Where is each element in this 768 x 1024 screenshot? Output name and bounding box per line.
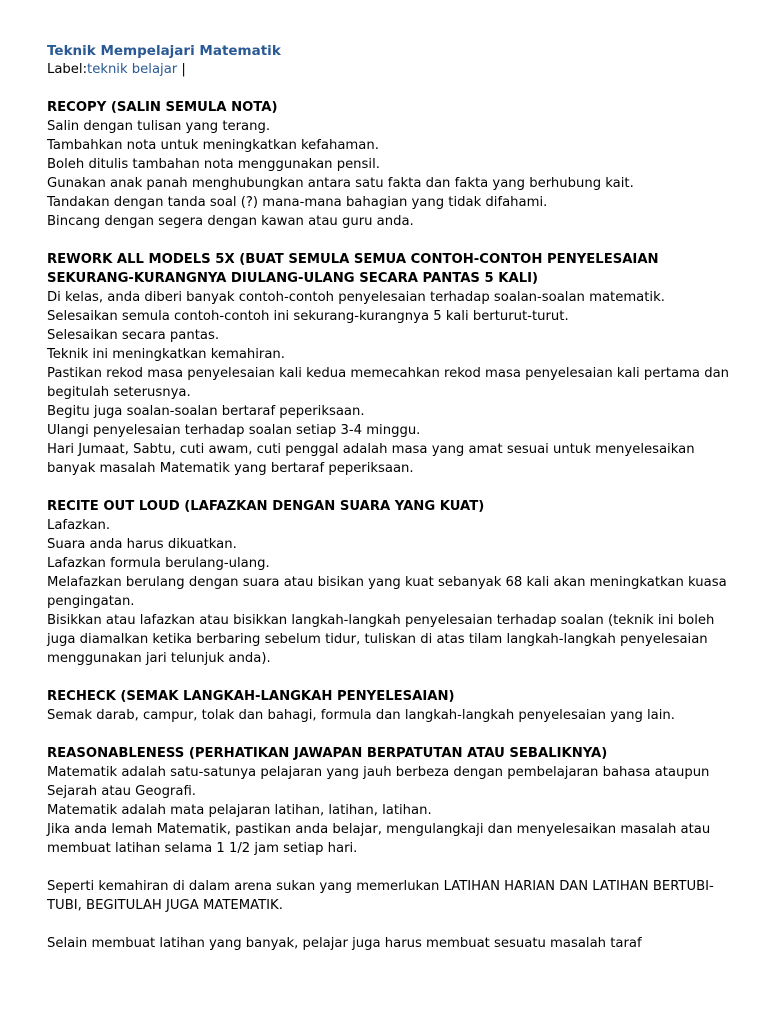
- paragraph: Seperti kemahiran di dalam arena sukan yang memerlukan LATIHAN HARIAN DAN LATIHAN BERTUBI-TUBI, BEGITULAH JUGA MATEMATIK.: [47, 879, 714, 913]
- section-line: Teknik ini meningkatkan kemahiran.: [47, 347, 285, 362]
- section: [47, 687, 737, 725]
- section-line: Tambahkan nota untuk meningkatkan kefahaman.: [47, 138, 379, 153]
- paragraphs-container: [47, 877, 737, 953]
- post-body: [47, 42, 737, 972]
- section-line: Begitu juga soalan-soalan bertaraf peperiksaan.: [47, 404, 365, 419]
- section-line: Hari Jumaat, Sabtu, cuti awam, cuti penggal adalah masa yang amat sesuai untuk menyelesaikan banyak masalah Matematik yang bertaraf peperiksaan.: [47, 442, 695, 476]
- section-line: Semak darab, campur, tolak dan bahagi, formula dan langkah-langkah penyelesaian yang lain.: [47, 708, 675, 723]
- section-line: Boleh ditulis tambahan nota menggunakan pensil.: [47, 157, 380, 172]
- section-line: Bisikkan atau lafazkan atau bisikkan langkah-langkah penyelesaian terhadap soalan (teknik ini boleh juga diamalkan ketika berbaring sebelum tidur, tuliskan di atas tilam langkah-langkah penyelesaian menggunakan jari telunjuk anda).: [47, 613, 715, 666]
- section-line: Jika anda lemah Matematik, pastikan anda belajar, mengulangkaji dan menyelesaikan masalah atau membuat latihan selama 1 1/2 jam setiap hari.: [47, 822, 711, 856]
- post-title[interactable]: Teknik Mempelajari Matematik: [47, 43, 281, 59]
- section-line: Melafazkan berulang dengan suara atau bisikan yang kuat sebanyak 68 kali akan meningkatkan kuasa pengingatan.: [47, 575, 727, 609]
- paragraph: Selain membuat latihan yang banyak, pelajar juga harus membuat sesuatu masalah taraf: [47, 936, 642, 951]
- sections-container: [47, 98, 737, 858]
- section-line: Pastikan rekod masa penyelesaian kali kedua memecahkan rekod masa penyelesaian kali pertama dan begitulah seterusnya.: [47, 366, 730, 400]
- section-line: Bincang dengan segera dengan kawan atau guru anda.: [47, 214, 414, 229]
- section-line: Salin dengan tulisan yang terang.: [47, 119, 271, 134]
- section-heading: REWORK ALL MODELS 5X (BUAT SEMULA SEMUA CONTOH-CONTOH PENYELESAIAN SEKURANG-KURANGNYA DIULANG-ULANG SECARA PANTAS 5 KALI): [47, 252, 659, 286]
- section: [47, 250, 737, 478]
- section-line: Tandakan dengan tanda soal (?) mana-mana bahagian yang tidak difahami.: [47, 195, 548, 210]
- section-line: Selesaikan semula contoh-contoh ini sekurang-kurangnya 5 kali berturut-turut.: [47, 309, 569, 324]
- section: [47, 98, 737, 231]
- label-link-teknik-belajar[interactable]: teknik belajar: [87, 62, 178, 77]
- section-line: Selesaikan secara pantas.: [47, 328, 220, 343]
- section-line: Lafazkan.: [47, 518, 111, 533]
- section-line: Ulangi penyelesaian terhadap soalan setiap 3-4 minggu.: [47, 423, 421, 438]
- section-line: Lafazkan formula berulang-ulang.: [47, 556, 270, 571]
- section-heading: RECOPY (SALIN SEMULA NOTA): [47, 100, 278, 115]
- section-heading: RECITE OUT LOUD (LAFAZKAN DENGAN SUARA YANG KUAT): [47, 499, 485, 514]
- section-heading: RECHECK (SEMAK LANGKAH-LANGKAH PENYELESAIAN): [47, 689, 455, 704]
- label-separator: |: [177, 62, 186, 77]
- section-line: Matematik adalah satu-satunya pelajaran yang jauh berbeza dengan pembelajaran bahasa ataupun Sejarah atau Geografi.: [47, 765, 710, 799]
- section-line: Matematik adalah mata pelajaran latihan, latihan, latihan.: [47, 803, 432, 818]
- section-heading: REASONABLENESS (PERHATIKAN JAWAPAN BERPATUTAN ATAU SEBALIKNYA): [47, 746, 608, 761]
- section-line: Gunakan anak panah menghubungkan antara satu fakta dan fakta yang berhubung kait.: [47, 176, 634, 191]
- section-line: Di kelas, anda diberi banyak contoh-contoh penyelesaian terhadap soalan-soalan matematik.: [47, 290, 665, 305]
- label-prefix: Label:: [47, 62, 88, 77]
- post-labels: [47, 60, 737, 79]
- section-line: Suara anda harus dikuatkan.: [47, 537, 237, 552]
- section: [47, 497, 737, 668]
- section: [47, 744, 737, 858]
